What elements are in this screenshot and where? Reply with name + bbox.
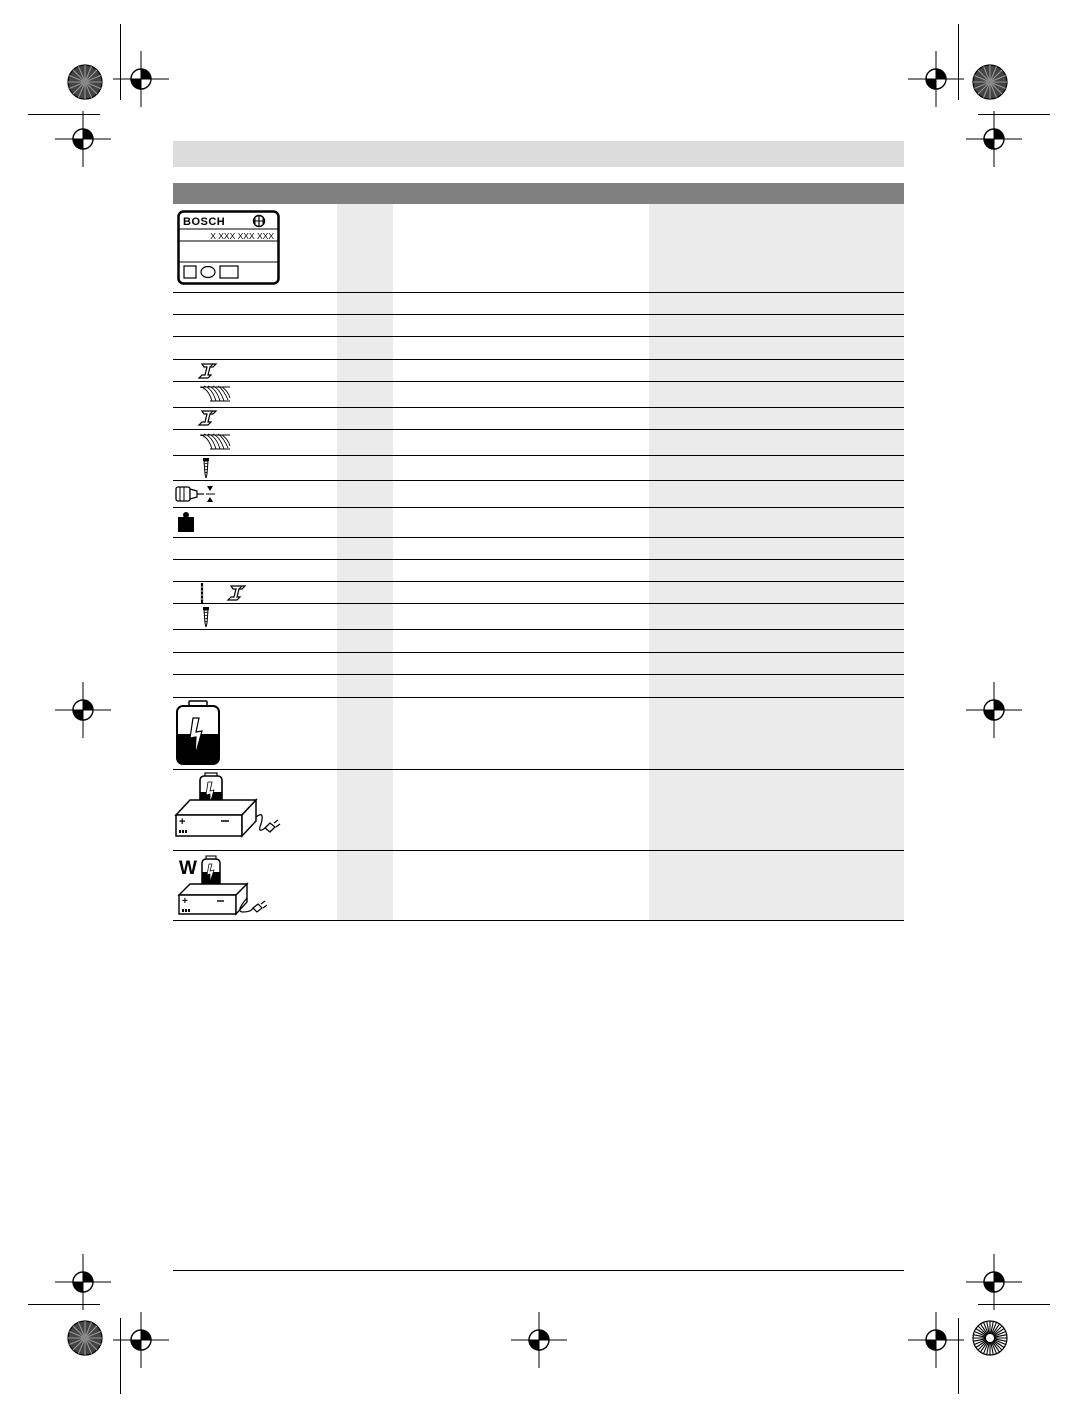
weight-icon (177, 511, 197, 533)
table-column-shaded (337, 204, 393, 921)
table-row-divider (173, 697, 904, 698)
screw-icon (201, 606, 211, 628)
charger-icon (173, 772, 283, 842)
nameplate-brand: BOSCH (183, 216, 226, 228)
table-row-divider (173, 769, 904, 770)
table-row-divider (173, 603, 904, 604)
charger-watt-label: W (179, 858, 197, 879)
table-row-divider (173, 314, 904, 315)
svg-text:+: + (182, 896, 188, 907)
screw-icon (201, 457, 211, 479)
table-row-divider (173, 920, 904, 921)
table-row-divider (173, 407, 904, 408)
wood-icon (198, 432, 232, 452)
table-row-divider (173, 537, 904, 538)
bosch-nameplate-icon (177, 210, 281, 286)
charger-watt-icon (177, 854, 277, 918)
table-header (173, 183, 904, 204)
steel-beam-icon (199, 409, 219, 427)
table-row-divider (173, 429, 904, 430)
table-row-divider (173, 850, 904, 851)
drill-chuck-icon (175, 484, 219, 504)
table-row-divider (173, 629, 904, 630)
drill-bit-icon (198, 582, 206, 604)
table-column-shaded (649, 204, 904, 921)
wood-icon (198, 384, 232, 404)
table-row-divider (173, 381, 904, 382)
footer-rule (173, 1270, 904, 1271)
svg-text:+: + (179, 816, 186, 828)
table-row-divider (173, 336, 904, 337)
battery-icon (175, 700, 221, 766)
table-row-divider (173, 480, 904, 481)
table-row-divider (173, 581, 904, 582)
table-row-divider (173, 292, 904, 293)
steel-beam-icon (228, 584, 248, 602)
steel-beam-icon (199, 362, 219, 380)
table-row-divider (173, 559, 904, 560)
nameplate-number: X XXX XXX XXX (210, 231, 274, 241)
page-header-band (173, 141, 904, 167)
table-row-divider (173, 652, 904, 653)
table-row-divider (173, 455, 904, 456)
table-row-divider (173, 507, 904, 508)
table-row-divider (173, 359, 904, 360)
table-row-divider (173, 674, 904, 675)
